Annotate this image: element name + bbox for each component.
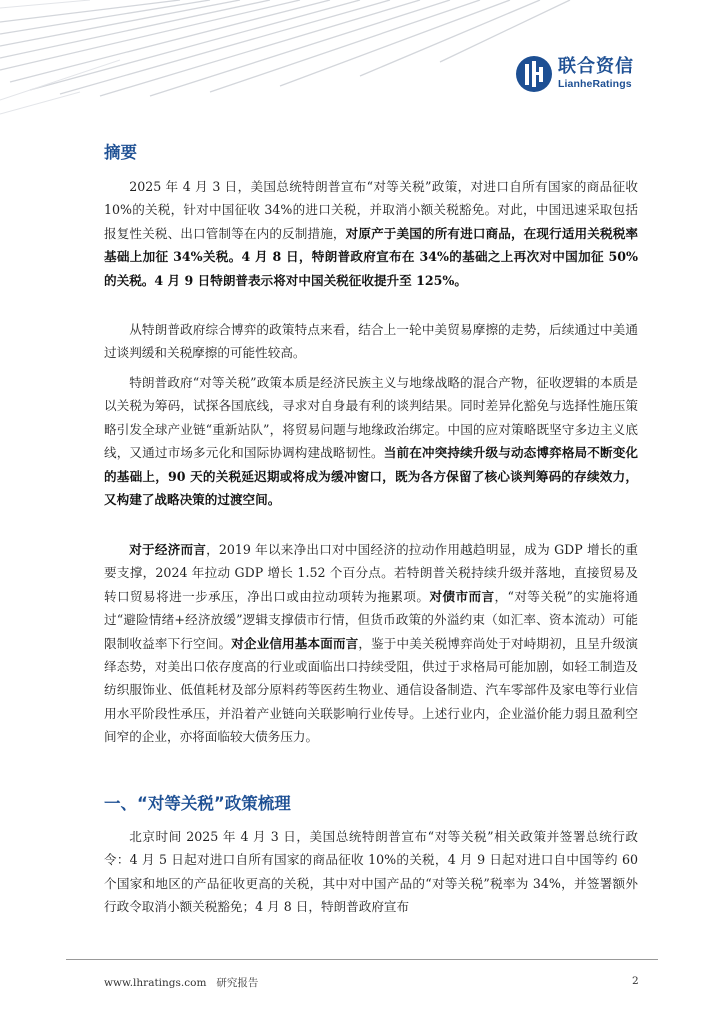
body-text: ，2019 年以来净出口对中国经济的拉动作用越趋明显，成为 GDP 增长的重要支撑，2024 年拉动 GDP 增长 1.52 个百分点。若特朗普关税持续升级并落地，直接贸易及转口贸易将进一步承压，净出口或由拉动项转为拖累项。 — [104, 542, 638, 604]
page-number: 2 — [632, 975, 639, 987]
body-text: 北京时间 2025 年 4 月 3 日，美国总统特朗普宣布“对等关税”相关政策并签署总统行政令：4 月 5 日起对进口自所有国家的商品征收 10%的关税，4 月 9 日起对进口自中国等约 60 个国家和地区的产品征收更高的关税，其中对中国产品的“对等关税”税率为 34%，并签署额外行政令取消小额关税豁免；4 月 8 日，特朗普政府宣布 — [104, 829, 638, 915]
brand-name-en: LianheRatings — [558, 78, 632, 91]
footer-website: www.lhratings.com — [104, 977, 207, 989]
abstract-paragraph-1 — [104, 175, 638, 292]
footer-divider — [66, 959, 658, 960]
footer-left — [104, 975, 258, 990]
body-text: 从特朗普政府综合博弈的政策特点来看，结合上一轮中美贸易摩擦的走势，后续通过中美通过谈判缓和关税摩擦的可能性较高。 — [104, 322, 638, 361]
section-1-paragraph-1 — [104, 825, 638, 919]
footer-doc-type: 研究报告 — [216, 977, 259, 989]
abstract-paragraph-3 — [104, 371, 638, 511]
emphasis-text: 对原产于美国的所有进口商品，在现行适用关税税率基础上加征 34%关税。4 月 8 日，特朗普政府宣布在 34%的基础之上再次对中国加征 50%的关税。4 月 9 日特朗普表示将对中国关税征收提升至 125%。 — [104, 225, 639, 288]
body-text: ，鉴于中美关税博弈尚处于对峙期初，且呈升级演绎态势，对美出口依存度高的行业或面临出口持续受阻，供过于求格局可能加剧，如轻工制造及纺织服饰业、低值耗材及部分原料药等医药生物业、通信设备制造、汽车零部件及家电等行业信用水平阶段性承压，并沿着产业链向关联影响行业传导。上述行业内，企业溢价能力弱且盈利空间窄的企业，亦将面临较大债务压力。 — [104, 635, 639, 745]
abstract-paragraph-4 — [104, 538, 638, 749]
brand-name-cn: 联合资信 — [558, 56, 634, 78]
emphasis-text: 对于经济而言 — [129, 542, 207, 557]
section-1-heading: 一、“对等关税”政策梳理 — [104, 794, 291, 813]
emphasis-text: 当前在冲突持续升级与动态博弈格局不断变化的基础上，90 天的关税延迟期或将成为缓冲窗口，既为各方保留了核心谈判筹码的存续效力，又构建了战略决策的过渡空间。 — [104, 445, 639, 508]
body-text: 2025 年 4 月 3 日，美国总统特朗普宣布“对等关税”政策，对进口自所有国家的商品征收 10%的关税，针对中国征收 34%的进口关税，并取消小额关税豁免。对此，中国迅速采取包括报复性关税、出口管制等在内的反制措施， — [104, 179, 638, 241]
emphasis-text: 对企业信用基本面而言 — [231, 635, 359, 651]
company-logo — [516, 54, 634, 94]
body-text: ，“对等关税”的实施将通过“避险情绪+经济放缓”逻辑支撑债市行情，但货币政策的外溢约束（如汇率、资本流动）可能限制收益率下行空间。 — [104, 588, 639, 651]
abstract-paragraph-2 — [104, 318, 638, 365]
abstract-heading: 摘要 — [104, 143, 137, 162]
lianhe-logo-icon — [516, 56, 552, 92]
body-text: 特朗普政府“对等关税”政策本质是经济民族主义与地缘战略的混合产物，征收逻辑的本质是以关税为筹码，试探各国底线，寻求对自身最有利的谈判结果。同时差异化豁免与选择性施压策略引发全球产业链“重新站队”，将贸易问题与地缘政治绑定。中国的应对策略既坚守多边主义底线，又通过市场多元化和国际协调构建战略韧性。 — [104, 375, 638, 461]
emphasis-text: 对债市而言 — [429, 588, 495, 604]
